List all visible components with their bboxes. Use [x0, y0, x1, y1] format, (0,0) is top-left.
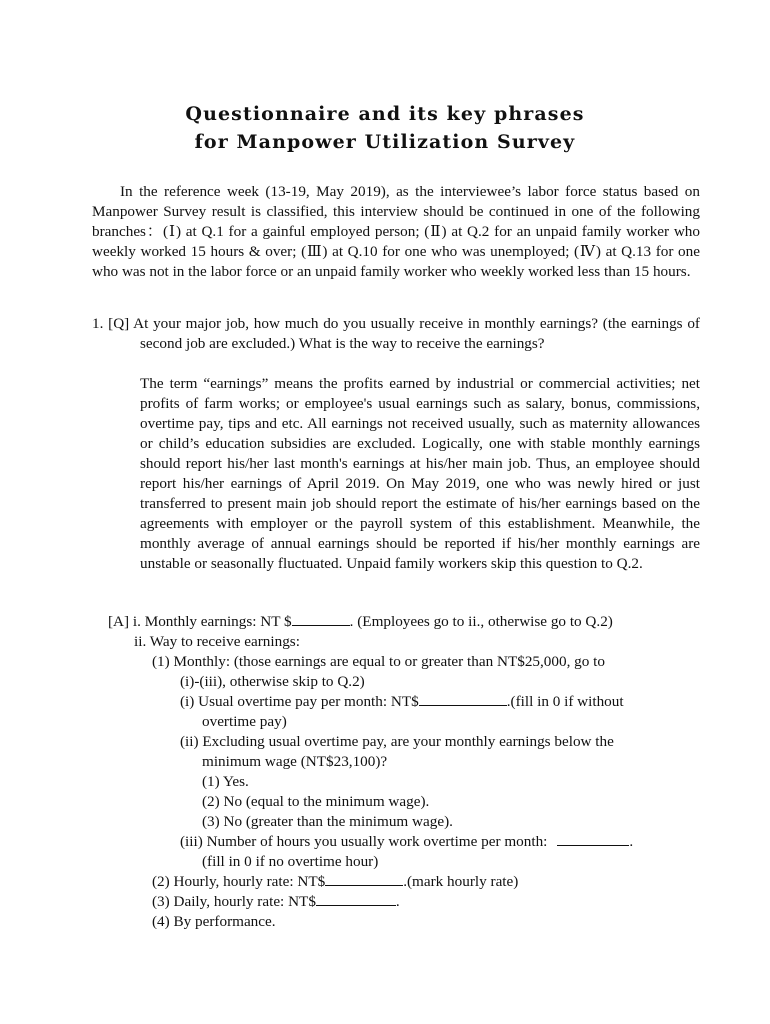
- minimum-wage-question-cont: minimum wage (NT$23,100)?: [202, 753, 388, 770]
- option-no-greater[interactable]: (3) No (greater than the minimum wage).: [202, 813, 453, 830]
- earnings-definition-note: The term “earnings” means the profits earned by industrial or commercial activities; net profits of farm works; or employee's usual earnings such as salary, bonus, commissions, overtime pay, tips and etc. All earnings not received usually, such as maternity allowances or child’s education subsidies are excluded. Logically, one with stable monthly earnings should report his/her last month's earnings at his/her main job. Thus, an employee should report his/her earnings of April 2019. On May 2019, one who was newly hired or just transferred to present main job should report the estimate of his/her earnings based on the agreements with employer or the payroll system of this establishment. Meanwhile, the monthly average of annual earnings should be reported if his/her monthly earnings are unstable or seasonally fluctuated. Unpaid family workers skip this question to Q.2.: [140, 375, 700, 572]
- hourly-rate-label: (2) Hourly, hourly rate: NT$: [152, 873, 326, 890]
- option-yes[interactable]: (1) Yes.: [202, 773, 249, 790]
- overtime-pay-item: [180, 692, 624, 712]
- daily-rate-suffix: .: [395, 893, 400, 910]
- intro-paragraph: In the reference week (13-19, May 2019), as the interviewee’s labor force status based on Manpower Survey result is classified, this interview should be continued in one of the following branches：(Ⅰ) at Q.1 for a gainful employed person; (Ⅱ) at Q.2 for an unpaid family worker who weekly worked 15 hours & over; (Ⅲ) at Q.10 for one who was unemployed; (Ⅳ) at Q.13 for one who was not in the labor force or an unpaid family worker who weekly worked less than 15 hours.: [92, 183, 700, 280]
- overtime-hours-item: [180, 832, 633, 852]
- monthly-earnings-blank[interactable]: [292, 613, 350, 626]
- overtime-pay-suffix: .(fill in 0 if without: [506, 693, 624, 710]
- overtime-hours-label: (iii) Number of hours you usually work overtime per month:: [180, 833, 548, 850]
- overtime-hours-suffix: .: [629, 833, 634, 850]
- option-by-performance: (4) By performance.: [152, 913, 276, 930]
- answer-monthly-earnings-suffix: . (Employees go to ii., otherwise go to Q.2): [349, 613, 613, 630]
- way-to-receive-heading: ii. Way to receive earnings:: [134, 633, 300, 650]
- hourly-rate-blank[interactable]: [325, 873, 403, 886]
- hourly-rate-suffix: .(mark hourly rate): [403, 873, 519, 890]
- title-line-1: Questionnaire and its key phrases: [185, 103, 585, 125]
- overtime-hours-blank[interactable]: [557, 833, 629, 846]
- option-no-equal[interactable]: (2) No (equal to the minimum wage).: [202, 793, 430, 810]
- overtime-hours-cont: (fill in 0 if no overtime hour): [202, 853, 379, 870]
- option-daily: [152, 892, 400, 912]
- daily-rate-label: (3) Daily, hourly rate: NT$: [152, 893, 316, 910]
- title-line-2: for Manpower Utilization Survey: [194, 131, 576, 153]
- overtime-pay-cont: overtime pay): [202, 713, 287, 730]
- minimum-wage-question: (ii) Excluding usual overtime pay, are your monthly earnings below the: [180, 733, 614, 750]
- overtime-pay-label: (i) Usual overtime pay per month: NT$: [180, 693, 419, 710]
- option-monthly-cont: (i)-(iii), otherwise skip to Q.2): [180, 673, 365, 690]
- daily-rate-blank[interactable]: [316, 893, 396, 906]
- answer-monthly-earnings-label: [A] i. Monthly earnings: NT $: [108, 613, 292, 630]
- overtime-pay-blank[interactable]: [419, 693, 507, 706]
- answer-monthly-earnings: [108, 612, 613, 632]
- option-monthly: (1) Monthly: (those earnings are equal to or greater than NT$25,000, go to: [152, 653, 605, 670]
- option-hourly: [152, 872, 518, 892]
- question-1: 1. [Q] At your major job, how much do you usually receive in monthly earnings? (the earnings of second job are excluded.) What is the way to receive the earnings?: [92, 315, 700, 352]
